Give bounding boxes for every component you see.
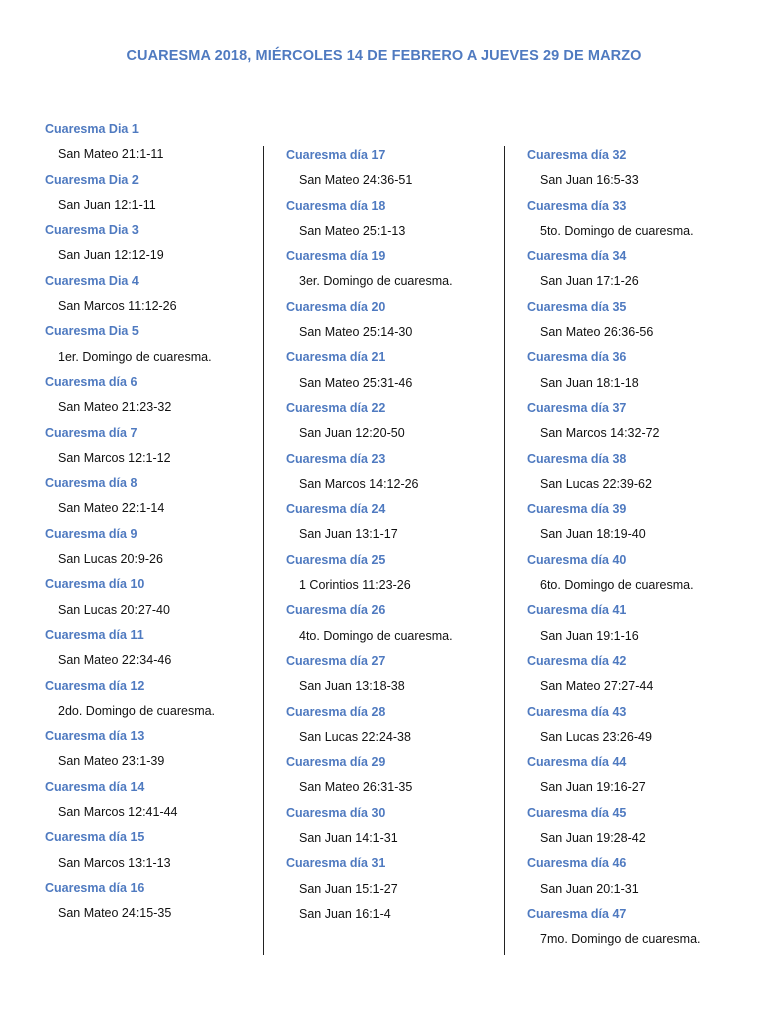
reading-reference: San Mateo 25:1-13 xyxy=(299,223,406,238)
day-heading: Cuaresma día 9 xyxy=(45,526,138,541)
page-title: CUARESMA 2018, MIÉRCOLES 14 DE FEBRERO A JUEVES 29 DE MARZO xyxy=(126,48,642,64)
reading-reference: 5to. Domingo de cuaresma. xyxy=(540,223,694,238)
reading-reference: 7mo. Domingo de cuaresma. xyxy=(540,932,701,947)
day-heading: Cuaresma día 32 xyxy=(527,148,627,162)
reading-reference: San Juan 18:19-40 xyxy=(540,527,646,542)
reading-reference: San Juan 16:5-33 xyxy=(540,173,639,188)
reading-reference: San Juan 12:20-50 xyxy=(299,426,405,441)
reading-reference: San Lucas 20:27-40 xyxy=(58,602,170,617)
reading-reference: San Mateo 24:36-51 xyxy=(299,173,413,188)
reading-reference: San Juan 14:1-31 xyxy=(299,831,398,846)
day-heading: Cuaresma día 6 xyxy=(45,374,138,389)
day-heading: Cuaresma día 38 xyxy=(527,451,627,466)
day-heading: Cuaresma día 37 xyxy=(527,400,627,415)
day-heading: Cuaresma día 8 xyxy=(45,476,138,491)
reading-reference: San Mateo 26:31-35 xyxy=(299,780,413,795)
day-heading: Cuaresma día 16 xyxy=(45,880,145,895)
day-heading: Cuaresma día 33 xyxy=(527,198,627,213)
day-heading: Cuaresma Dia 1 xyxy=(45,122,139,136)
day-heading: Cuaresma Dia 4 xyxy=(45,273,139,288)
reading-reference: San Juan 20:1-31 xyxy=(540,881,639,896)
reading-reference: San Juan 16:1-4 xyxy=(299,906,391,921)
column-3 xyxy=(527,143,757,953)
reading-reference: San Juan 13:1-17 xyxy=(299,527,398,542)
reading-reference: San Marcos 14:32-72 xyxy=(540,426,660,441)
day-heading: Cuaresma día 10 xyxy=(45,577,145,592)
day-heading: Cuaresma día 26 xyxy=(286,603,386,618)
reading-reference: San Juan 19:28-42 xyxy=(540,831,646,846)
reading-reference: San Juan 15:1-27 xyxy=(299,881,398,896)
day-heading: Cuaresma día 13 xyxy=(45,729,145,744)
day-heading: Cuaresma día 41 xyxy=(527,603,627,618)
day-heading: Cuaresma día 30 xyxy=(286,805,386,820)
reading-reference: San Marcos 12:1-12 xyxy=(58,450,171,465)
reading-reference: San Mateo 25:14-30 xyxy=(299,325,413,340)
day-heading: Cuaresma día 40 xyxy=(527,552,627,567)
day-heading: Cuaresma día 34 xyxy=(527,249,627,264)
day-heading: Cuaresma día 25 xyxy=(286,552,386,567)
reading-reference: San Mateo 21:23-32 xyxy=(58,400,172,415)
day-heading: Cuaresma Dia 5 xyxy=(45,324,139,339)
reading-reference: 3er. Domingo de cuaresma. xyxy=(299,274,453,289)
reading-reference: San Marcos 13:1-13 xyxy=(58,855,171,870)
reading-reference: San Juan 19:16-27 xyxy=(540,780,646,795)
day-heading: Cuaresma día 46 xyxy=(527,856,627,871)
reading-reference: 6to. Domingo de cuaresma. xyxy=(540,578,694,593)
day-heading: Cuaresma día 24 xyxy=(286,502,386,517)
day-heading: Cuaresma Dia 2 xyxy=(45,172,139,187)
reading-reference: San Juan 12:12-19 xyxy=(58,248,164,263)
day-heading: Cuaresma día 12 xyxy=(45,678,145,693)
day-heading: Cuaresma día 22 xyxy=(286,400,386,415)
day-heading: Cuaresma día 15 xyxy=(45,830,145,845)
reading-reference: San Mateo 21:1-11 xyxy=(58,147,164,162)
day-heading: Cuaresma día 29 xyxy=(286,755,386,770)
day-heading: Cuaresma día 39 xyxy=(527,502,627,517)
column-1 xyxy=(45,117,275,927)
reading-reference: 1 Corintios 11:23-26 xyxy=(299,578,411,593)
reading-reference: San Marcos 11:12-26 xyxy=(58,299,177,314)
reading-reference: San Lucas 22:39-62 xyxy=(540,476,652,491)
reading-reference: 2do. Domingo de cuaresma. xyxy=(58,703,216,718)
day-heading: Cuaresma día 45 xyxy=(527,805,627,820)
day-heading: Cuaresma día 23 xyxy=(286,451,386,466)
day-heading: Cuaresma día 27 xyxy=(286,653,386,668)
reading-reference: 4to. Domingo de cuaresma. xyxy=(299,628,453,643)
reading-reference: San Juan 13:18-38 xyxy=(299,679,405,694)
day-heading: Cuaresma día 42 xyxy=(527,653,627,668)
reading-reference: San Mateo 24:15-35 xyxy=(58,906,172,921)
day-heading: Cuaresma día 17 xyxy=(286,148,386,162)
day-heading: Cuaresma día 28 xyxy=(286,704,386,719)
day-heading: Cuaresma día 44 xyxy=(527,755,627,770)
reading-reference: San Mateo 23:1-39 xyxy=(58,754,165,769)
day-heading: Cuaresma día 21 xyxy=(286,350,386,365)
reading-reference: San Lucas 20:9-26 xyxy=(58,552,163,567)
day-heading: Cuaresma día 18 xyxy=(286,198,386,213)
reading-reference: San Marcos 12:41-44 xyxy=(58,805,178,820)
day-heading: Cuaresma Dia 3 xyxy=(45,223,139,238)
day-heading: Cuaresma día 19 xyxy=(286,249,386,264)
reading-reference: San Juan 18:1-18 xyxy=(540,375,639,390)
day-heading: Cuaresma día 35 xyxy=(527,299,627,314)
day-heading: Cuaresma día 14 xyxy=(45,779,145,794)
day-heading: Cuaresma día 47 xyxy=(527,906,627,921)
reading-reference: San Lucas 23:26-49 xyxy=(540,729,652,744)
reading-reference: San Lucas 22:24-38 xyxy=(299,729,411,744)
reading-reference: San Mateo 27:27-44 xyxy=(540,679,654,694)
day-heading: Cuaresma día 43 xyxy=(527,704,627,719)
reading-reference: San Marcos 14:12-26 xyxy=(299,476,419,491)
day-heading: Cuaresma día 7 xyxy=(45,425,138,440)
reading-reference: San Juan 12:1-11 xyxy=(58,197,156,212)
reading-reference: San Mateo 22:34-46 xyxy=(58,653,172,668)
reading-reference: 1er. Domingo de cuaresma. xyxy=(58,349,212,364)
reading-reference: San Mateo 25:31-46 xyxy=(299,375,413,390)
day-heading: Cuaresma día 11 xyxy=(45,627,144,642)
day-heading: Cuaresma día 36 xyxy=(527,350,627,365)
reading-reference: San Mateo 22:1-14 xyxy=(58,501,165,516)
reading-reference: San Juan 19:1-16 xyxy=(540,628,639,643)
day-heading: Cuaresma día 31 xyxy=(286,856,386,871)
reading-reference: San Juan 17:1-26 xyxy=(540,274,639,289)
reading-reference: San Mateo 26:36-56 xyxy=(540,325,654,340)
day-heading: Cuaresma día 20 xyxy=(286,299,386,314)
column-2 xyxy=(286,143,516,927)
